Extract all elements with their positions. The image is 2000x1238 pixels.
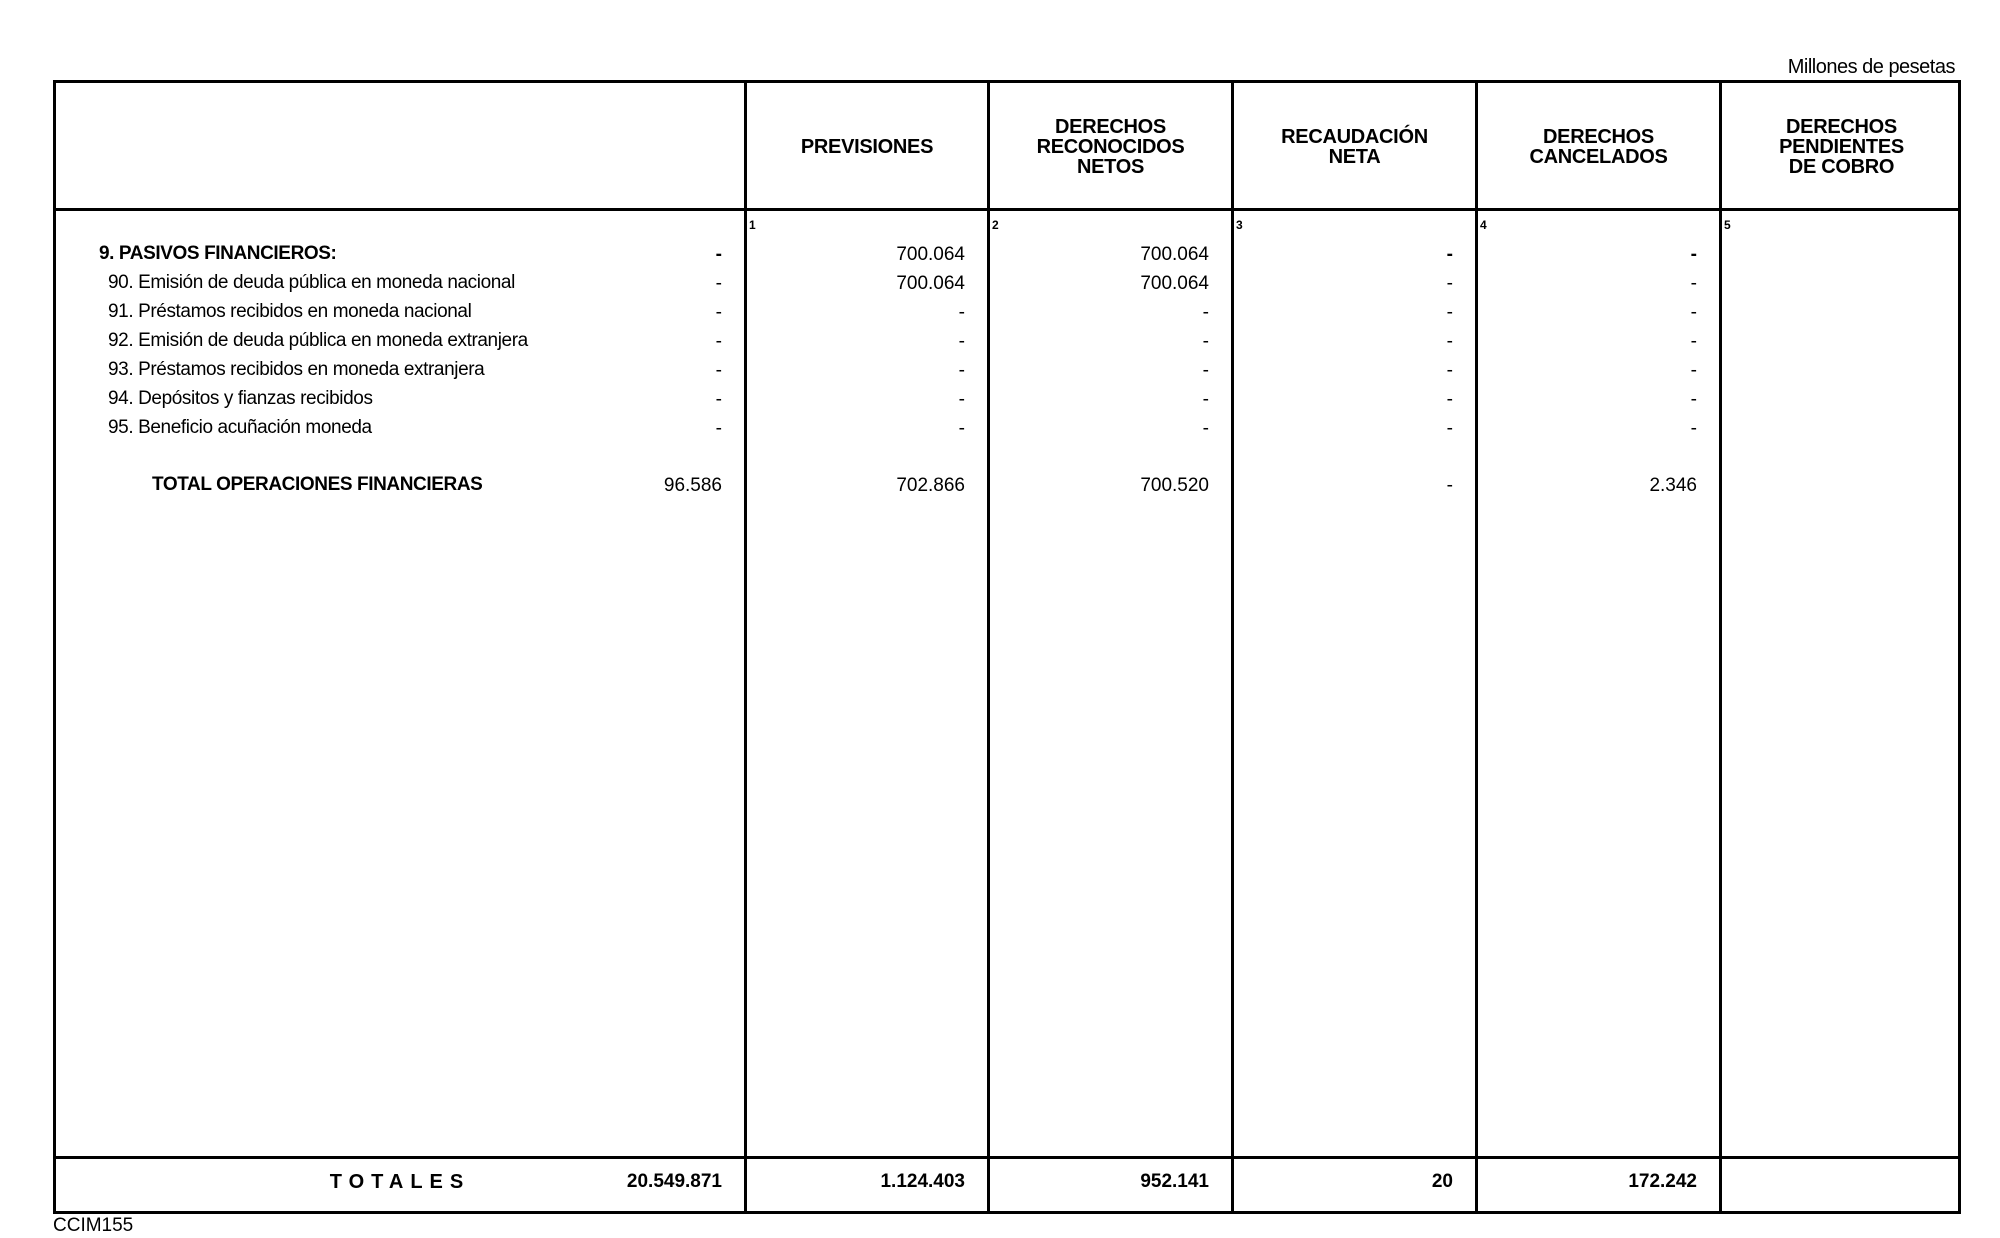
cell-value: -	[1446, 302, 1453, 323]
cell-value: -	[1202, 418, 1209, 439]
cell-value: -	[1690, 302, 1697, 323]
cell-value: -	[958, 389, 965, 410]
cell-value: -	[1202, 331, 1209, 352]
totals-value: 20.549.871	[626, 1171, 722, 1192]
row-label: 90. Emisión de deuda pública en moneda nacional	[108, 272, 515, 293]
cell-value: -	[958, 302, 965, 323]
document-code: CCIM155	[53, 1215, 134, 1236]
units-note: Millones de pesetas	[1787, 56, 1955, 78]
table-row	[56, 414, 1958, 443]
row-label: 93. Préstamos recibidos en moneda extranjera	[108, 359, 485, 380]
cell-value: -	[715, 331, 722, 352]
cell-value: -	[1446, 360, 1453, 381]
totals-value: 1.124.403	[880, 1171, 965, 1192]
column-number: 1	[749, 218, 756, 232]
cell-value: 700.064	[1140, 244, 1209, 265]
cell-value: -	[958, 331, 965, 352]
cell-value: -	[1690, 273, 1697, 294]
cell-value: -	[1202, 302, 1209, 323]
table-row	[56, 298, 1958, 327]
row-label: 92. Emisión de deuda pública en moneda extranjera	[108, 330, 528, 351]
cell-value: -	[1446, 389, 1453, 410]
column-header-derechos-pendientes-de-cobro: DERECHOS PENDIENTES DE COBRO	[1779, 115, 1904, 178]
cell-value: -	[958, 418, 965, 439]
cell-value: -	[715, 418, 722, 439]
cell-value: -	[715, 273, 722, 294]
column-header-derechos-reconocidos-netos: DERECHOS RECONOCIDOS NETOS	[1036, 115, 1185, 178]
column-number: 2	[992, 218, 999, 232]
table-row	[56, 385, 1958, 414]
cell-value: -	[958, 360, 965, 381]
table-row	[56, 356, 1958, 385]
totals-label: TOTALES	[329, 1171, 471, 1193]
cell-value: -	[1446, 273, 1453, 294]
table-row	[56, 269, 1958, 298]
cell-value: -	[715, 360, 722, 381]
totals-value: 20	[1431, 1171, 1453, 1192]
cell-value: 700.064	[896, 244, 965, 265]
cell-value: -	[715, 302, 722, 323]
financial-table	[53, 80, 1961, 1214]
table-row	[56, 327, 1958, 356]
row-label: TOTAL OPERACIONES FINANCIERAS	[152, 474, 483, 495]
cell-value: -	[1202, 389, 1209, 410]
cell-value: -	[1690, 389, 1697, 410]
row-label: 94. Depósitos y fianzas recibidos	[108, 388, 373, 409]
cell-value: 700.064	[896, 273, 965, 294]
cell-value: -	[1446, 418, 1453, 439]
table-row	[56, 240, 1958, 269]
column-header-previsiones: PREVISIONES	[800, 135, 934, 158]
column-header-recaudacion-neta: RECAUDACIÓN NETA	[1281, 125, 1428, 168]
cell-value: -	[715, 244, 722, 265]
cell-value: -	[1446, 331, 1453, 352]
table-row-total	[56, 471, 1958, 500]
cell-value: 2.346	[1649, 475, 1697, 496]
cell-value: -	[1446, 475, 1453, 496]
cell-value: -	[1690, 244, 1697, 265]
cell-value: -	[1202, 360, 1209, 381]
row-label: 9. PASIVOS FINANCIEROS:	[99, 243, 337, 264]
cell-value: -	[715, 389, 722, 410]
cell-value: 702.866	[896, 475, 965, 496]
cell-value: -	[1690, 418, 1697, 439]
column-number: 5	[1724, 218, 1731, 232]
cell-value: 700.520	[1140, 475, 1209, 496]
cell-value: 96.586	[663, 475, 722, 496]
row-label: 95. Beneficio acuñación moneda	[108, 417, 372, 438]
cell-value: -	[1446, 244, 1453, 265]
cell-value: -	[1690, 360, 1697, 381]
column-number: 4	[1480, 218, 1487, 232]
totals-value: 172.242	[1628, 1171, 1697, 1192]
row-label: 91. Préstamos recibidos en moneda nacional	[108, 301, 472, 322]
totals-value: 952.141	[1140, 1171, 1209, 1192]
cell-value: 700.064	[1140, 273, 1209, 294]
totals-divider	[56, 1156, 1958, 1159]
cell-value: -	[1690, 331, 1697, 352]
column-number: 3	[1236, 218, 1243, 232]
column-header-derechos-cancelados: DERECHOS CANCELADOS	[1529, 125, 1668, 168]
